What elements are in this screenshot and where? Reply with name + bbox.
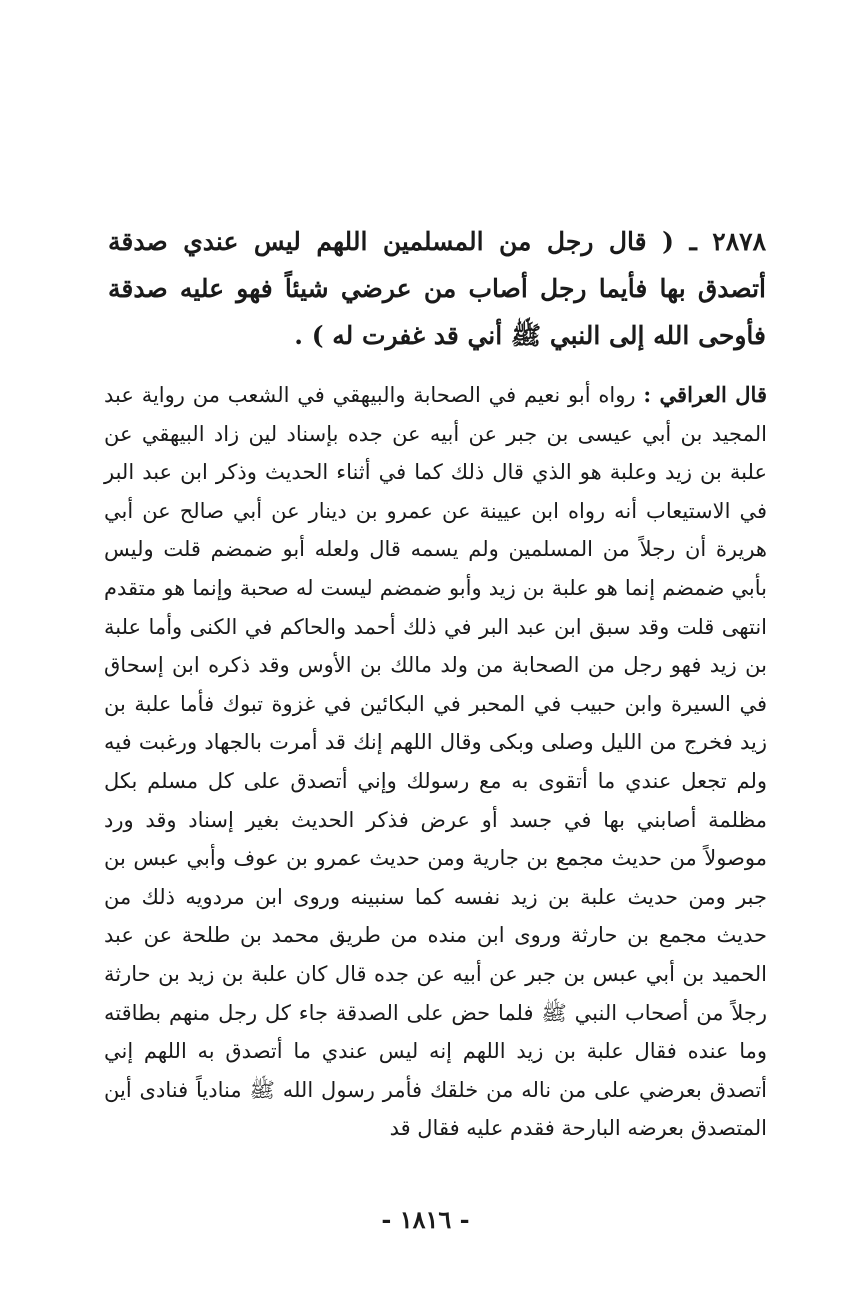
commentary-text: رواه أبو نعيم في الصحابة والبيهقي في الشعب من رواية عبد المجيد بن أبي عيسى بن جبر عن أبيه عن جده بإسناد لين زاد البيهقي عن علبة بن زيد وعلبة هو الذي قال ذلك كما في أثناء الحديث وذكر ابن عبد البر في الاستيعاب أنه رواه ابن عيينة عن عمرو بن دينار عن أبي صالح عن أبي هريرة أن رجلاً من المسلمين ولم يسمه قال ولعله أبو ضمضم قلت وليس بأبي ضمضم إنما هو علبة بن زيد وأبو ضمضم ليست له صحبة وإنما هو متقدم انتهى قلت وقد سبق ابن عبد البر في ذلك أحمد والحاكم في الكنى وأما علبة بن زيد فهو رجل من الصحابة من ولد مالك بن الأوس وقد ذكره ابن إسحاق في السيرة وابن حبيب في المحبر في البكائين في غزوة تبوك فأما علبة بن زيد فخرج من الليل وصلى وبكى وقال اللهم إنك قد أمرت بالجهاد ورغبت فيه ولم تجعل عندي ما أتقوى به مع رسولك وإني أتصدق على كل مسلم بكل مظلمة أصابني بها في جسد أو عرض فذكر الحديث بغير إسناد وقد ورد موصولاً من حديث مجمع بن جارية ومن حديث عمرو بن عوف وأبي عبس بن جبر ومن حديث علبة بن زيد نفسه كما سنبينه وروى ابن مردويه ذلك من حديث مجمع بن حارثة وروى ابن منده من طريق محمد بن طلحة عن عبد الحميد بن أبي عبس بن جبر عن أبيه عن جده قال كان علبة بن زيد بن حارثة رجلاً من أصحاب النبي ﷺ فلما حض على الصدقة جاء كل رجل منهم بطاقته وما عنده فقال علبة بن زيد اللهم إنه ليس عندي ما أتصدق به اللهم إني أتصدق بعرضي على من ناله من خلقك فأمر رسول الله ﷺ منادياً فنادى أين المتصدق بعرضه البارحة فقدم عليه فقال قد [104,383,767,1141]
hadith-text: ٢٨٧٨ ـ ( قال رجل من المسلمين اللهم ليس عندي صدقة أتصدق بها فأيما رجل أصاب من عرضي شيئاً فهو عليه صدقة فأوحى الله إلى النبي ﷺ أني قد غفرت له ) . [108,227,766,350]
page-number: - ١٨١٦ - [381,1205,470,1234]
commentary-paragraph [104,376,767,1148]
commentary-lead: قال العراقي : [643,382,767,407]
